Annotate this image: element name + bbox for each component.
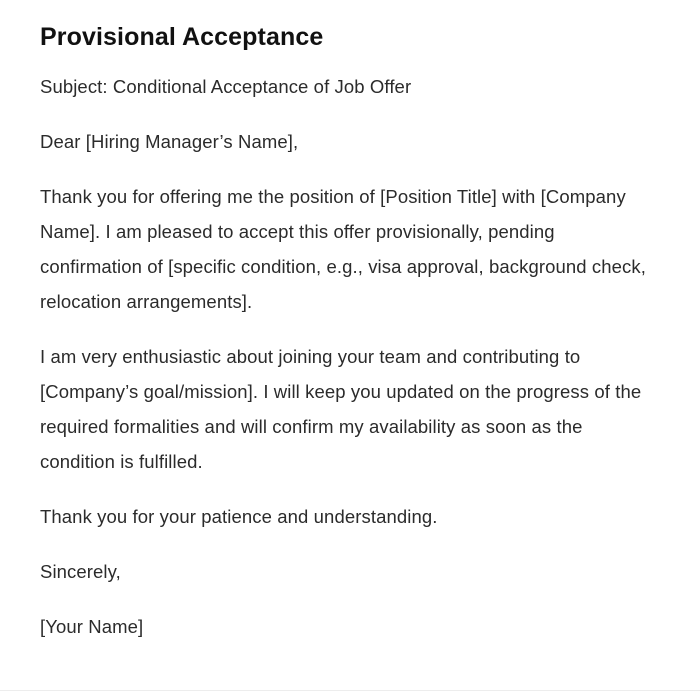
letter-closing: Sincerely,	[40, 561, 121, 582]
letter-subject-line: Subject: Conditional Acceptance of Job Offer	[40, 76, 412, 97]
letter-paragraph-enthusiasm: I am very enthusiastic about joining your team and contributing to [Company’s goal/mission]. I will keep you updated on the progress of the required formalities and will confirm my availability as soon as the condition is fulfilled.	[40, 346, 642, 472]
letter-salutation: Dear [Hiring Manager’s Name],	[40, 131, 299, 152]
page-title: Provisional Acceptance	[40, 23, 324, 51]
letter-signature-placeholder: [Your Name]	[40, 616, 144, 637]
letter-paragraph-offer-acceptance: Thank you for offering me the position of [Position Title] with [Company Name]. I am pleased to accept this offer provisionally, pending confirmation of [specific condition, e.g., visa approval, background check, relocation arrangements].	[40, 186, 646, 312]
letter-paragraph-thanks: Thank you for your patience and understanding.	[40, 506, 438, 527]
